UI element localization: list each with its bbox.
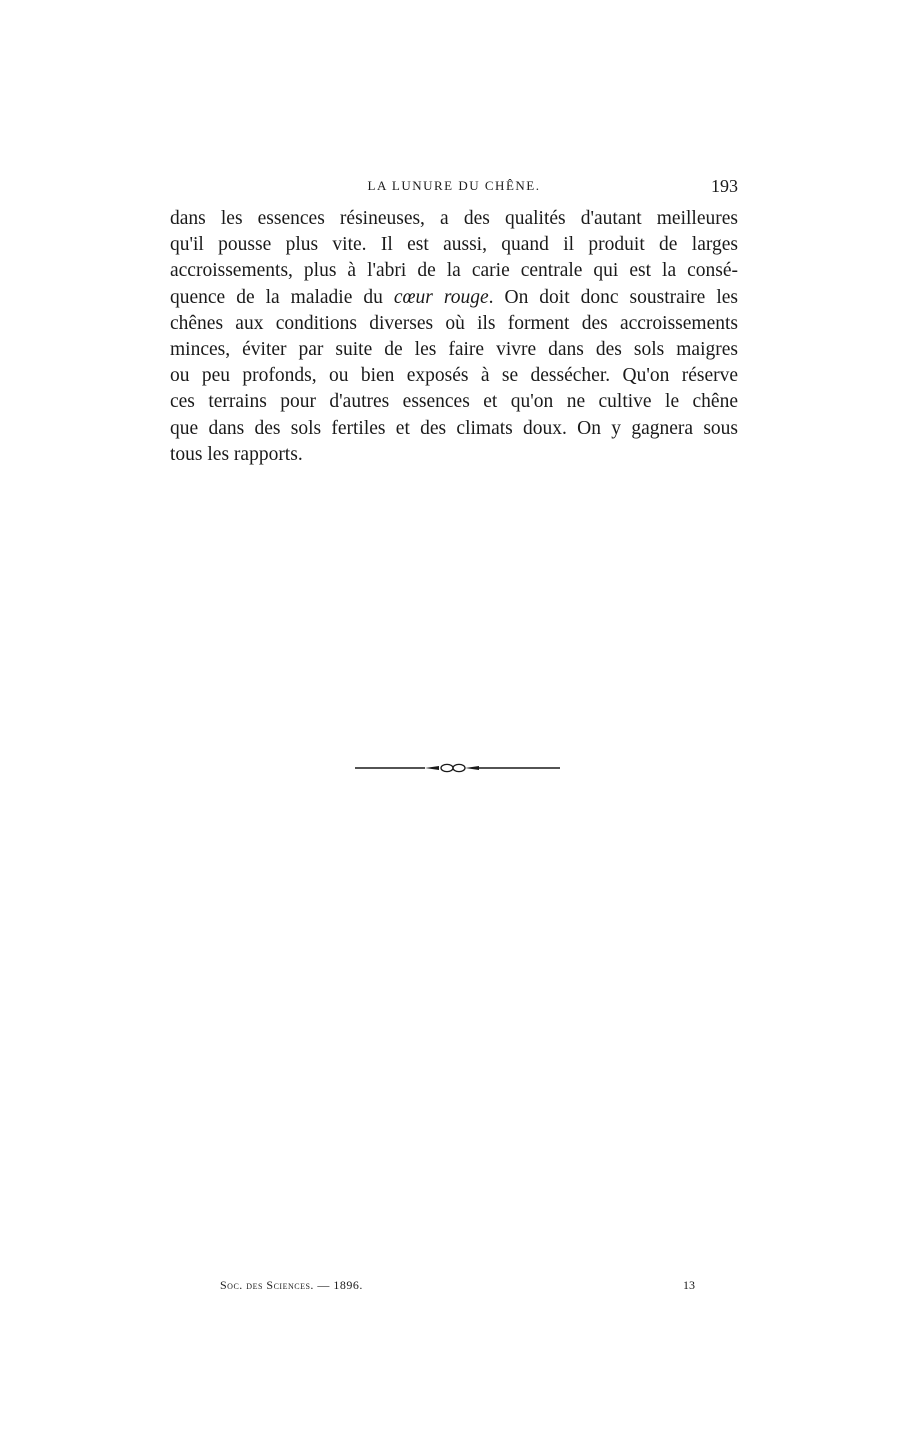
end-ornament bbox=[355, 760, 560, 776]
text-line: chênes aux conditions diverses où ils forment des accroissements bbox=[170, 312, 738, 334]
text-line: tous les rapports. bbox=[170, 443, 303, 465]
signature-mark: 13 bbox=[683, 1278, 695, 1292]
text-line: minces, éviter par suite de les faire vivre dans des sols maigres bbox=[170, 339, 738, 361]
italic-term: cœur rouge bbox=[393, 286, 489, 308]
text-line: dans les essences résineuses, a des qualités d'autant meilleures bbox=[170, 208, 738, 229]
text-line: qu'il pousse plus vite. Il est aussi, quand il produit de larges bbox=[170, 234, 738, 256]
body-paragraph bbox=[170, 206, 738, 468]
page-footer bbox=[220, 1278, 695, 1298]
text-line-start: quence de la maladie du bbox=[170, 286, 394, 308]
text-line: ou peu profonds, ou bien exposés à se dessécher. Qu'on réserve bbox=[170, 365, 738, 387]
text-line bbox=[170, 285, 738, 311]
page-number: 193 bbox=[711, 176, 738, 196]
running-title: LA LUNURE DU CHÊNE. bbox=[367, 178, 541, 193]
footer-signature: Soc. des Sciences. — 1896. bbox=[220, 1278, 363, 1292]
text-line: accroissements, plus à l'abri de la carie centrale qui est la consé- bbox=[170, 260, 738, 282]
text-line-end: . On doit donc soustraire les bbox=[488, 286, 738, 308]
text-line: ces terrains pour d'autres essences et qu'on ne cultive le chêne bbox=[170, 391, 738, 413]
text-line: que dans des sols fertiles et des climats doux. On y gagnera sous bbox=[170, 417, 738, 439]
running-head bbox=[170, 176, 738, 200]
